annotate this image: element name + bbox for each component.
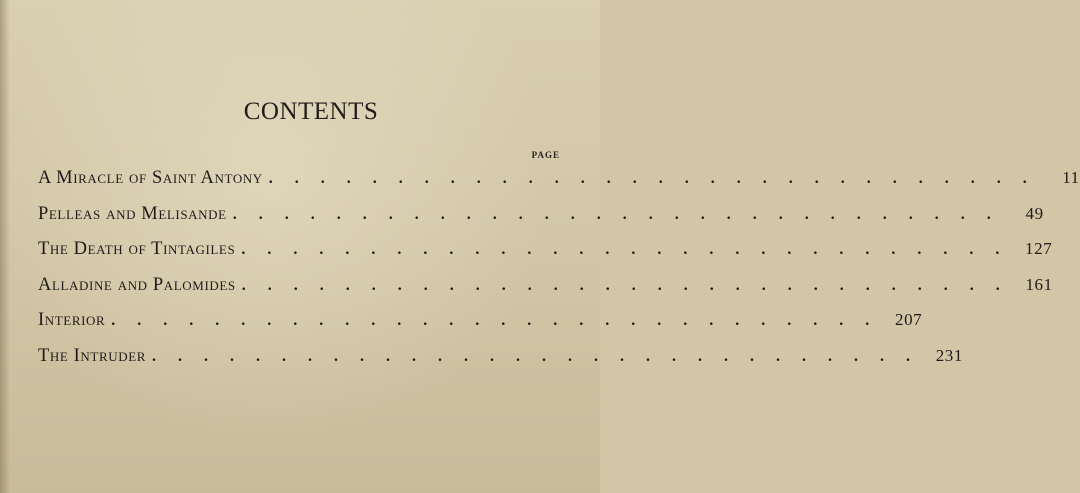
toc-entry-page: 127 xyxy=(1025,239,1053,259)
toc-entry-page: 207 xyxy=(894,310,923,330)
dot-leader: . . . . . . . . . . . . . . . . . . . . . . . . . . . . . . xyxy=(111,312,879,330)
toc-entry-title: A Miracle of Saint Antony xyxy=(38,168,263,188)
toc-entry-title: The Intruder xyxy=(38,345,147,366)
page-edge-shadow xyxy=(0,0,10,493)
dot-leader: . . . . . . . . . . . . . . . . . . . . . . . . . . . . . . xyxy=(241,276,1009,294)
dot-leader: . . . . . . . . . . . . . . . . . . . . . . . . . . . . . . xyxy=(152,347,920,365)
table-of-contents xyxy=(38,168,1080,382)
toc-entry xyxy=(38,274,1053,311)
toc-entry-page: 231 xyxy=(935,345,964,365)
dot-leader: . . . . . . . . . . . . . . . . . . . . . . . . . . . . . . xyxy=(232,205,1000,223)
page-column-label: PAGE xyxy=(531,150,560,160)
dot-leader: . . . . . . . . . . . . . . . . . . . . . . . . . . . . . . xyxy=(241,241,1009,259)
contents-heading: CONTENTS xyxy=(243,98,379,125)
toc-entry-page: 49 xyxy=(1025,203,1044,223)
toc-entry-title: The Death of Tintagiles xyxy=(38,239,236,260)
toc-entry xyxy=(38,168,1080,204)
toc-entry xyxy=(38,203,1044,240)
toc-entry-page: 161 xyxy=(1025,274,1053,294)
toc-entry-title: Alladine and Palomides xyxy=(38,274,236,295)
toc-entry xyxy=(38,239,1053,275)
toc-entry xyxy=(38,345,964,382)
toc-entry xyxy=(38,310,923,346)
toc-entry-page: 11 xyxy=(1062,168,1080,187)
toc-entry-title: Interior xyxy=(38,310,106,331)
toc-entry-title: Pelleas and Melisande xyxy=(38,203,227,224)
dot-leader: . . . . . . . . . . . . . . . . . . . . . . . . . . . . . . xyxy=(268,170,1036,187)
